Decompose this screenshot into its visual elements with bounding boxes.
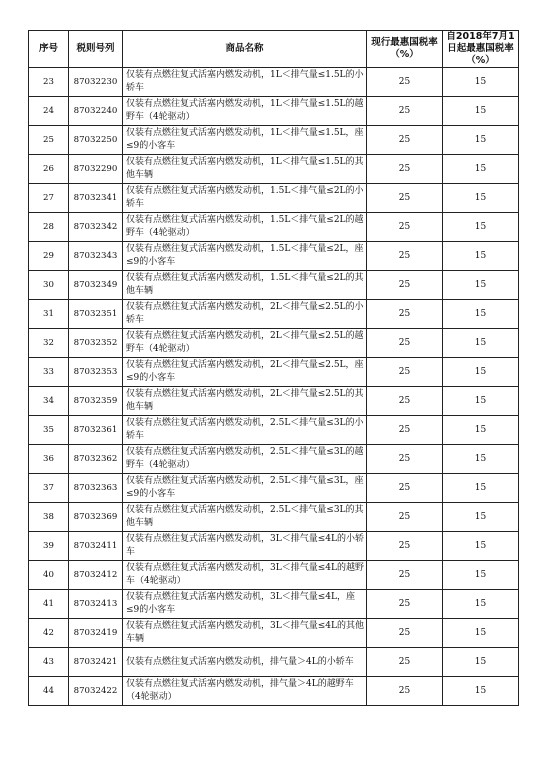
row-seq-cell: 24 (29, 97, 69, 126)
row-current-rate-cell: 25 (367, 271, 443, 300)
row-seq-cell: 38 (29, 503, 69, 532)
row-code-cell: 87032351 (69, 300, 123, 329)
row-name-cell: 仅装有点燃往复式活塞内燃发动机，1.5L＜排气量≤2L，座≤9的小客车 (123, 242, 367, 271)
row-code-cell: 87032343 (69, 242, 123, 271)
table-row (29, 619, 519, 648)
table-row (29, 213, 519, 242)
row-code-cell: 87032363 (69, 474, 123, 503)
row-current-rate-cell: 25 (367, 155, 443, 184)
row-name-cell: 仅装有点燃往复式活塞内燃发动机，1.5L＜排气量≤2L的其他车辆 (123, 271, 367, 300)
row-name-cell: 仅装有点燃往复式活塞内燃发动机，2L＜排气量≤2.5L，座≤9的小客车 (123, 358, 367, 387)
row-new-rate-cell: 15 (443, 300, 519, 329)
row-current-rate-cell: 25 (367, 503, 443, 532)
row-new-rate-cell: 15 (443, 590, 519, 619)
row-current-rate-cell: 25 (367, 416, 443, 445)
row-code-cell: 87032361 (69, 416, 123, 445)
row-name-cell: 仅装有点燃往复式活塞内燃发动机，3L＜排气量≤4L，座≤9的小客车 (123, 590, 367, 619)
table-row (29, 68, 519, 97)
row-seq-cell: 43 (29, 648, 69, 677)
row-seq-cell: 23 (29, 68, 69, 97)
row-current-rate-cell: 25 (367, 329, 443, 358)
row-current-rate-cell: 25 (367, 474, 443, 503)
row-seq-cell: 32 (29, 329, 69, 358)
row-seq-cell: 29 (29, 242, 69, 271)
row-current-rate-cell: 25 (367, 300, 443, 329)
table-header (29, 31, 519, 68)
row-code-cell: 87032419 (69, 619, 123, 648)
row-code-cell: 87032349 (69, 271, 123, 300)
row-seq-cell: 35 (29, 416, 69, 445)
table-row (29, 416, 519, 445)
row-seq-cell: 39 (29, 532, 69, 561)
row-current-rate-cell: 25 (367, 184, 443, 213)
header-name: 商品名称 (123, 31, 367, 68)
row-new-rate-cell: 15 (443, 242, 519, 271)
row-current-rate-cell: 25 (367, 387, 443, 416)
row-new-rate-cell: 15 (443, 213, 519, 242)
row-seq-cell: 40 (29, 561, 69, 590)
row-new-rate-cell: 15 (443, 416, 519, 445)
row-name-cell: 仅装有点燃往复式活塞内燃发动机，1.5L＜排气量≤2L的小轿车 (123, 184, 367, 213)
row-current-rate-cell: 25 (367, 619, 443, 648)
row-seq-cell: 33 (29, 358, 69, 387)
table-row (29, 503, 519, 532)
row-seq-cell: 42 (29, 619, 69, 648)
table-row (29, 474, 519, 503)
row-current-rate-cell: 25 (367, 213, 443, 242)
row-current-rate-cell: 25 (367, 445, 443, 474)
table-row (29, 532, 519, 561)
row-code-cell: 87032352 (69, 329, 123, 358)
row-code-cell: 87032412 (69, 561, 123, 590)
row-code-cell: 87032290 (69, 155, 123, 184)
row-name-cell: 仅装有点燃往复式活塞内燃发动机，1L＜排气量≤1.5L的其他车辆 (123, 155, 367, 184)
row-new-rate-cell: 15 (443, 271, 519, 300)
table-row (29, 561, 519, 590)
table-row (29, 155, 519, 184)
row-current-rate-cell: 25 (367, 126, 443, 155)
row-name-cell: 仅装有点燃往复式活塞内燃发动机，1L＜排气量≤1.5L的越野车（4轮驱动） (123, 97, 367, 126)
table-row (29, 126, 519, 155)
row-code-cell: 87032341 (69, 184, 123, 213)
row-current-rate-cell: 25 (367, 561, 443, 590)
row-current-rate-cell: 25 (367, 97, 443, 126)
row-name-cell: 仅装有点燃往复式活塞内燃发动机，1L＜排气量≤1.5L的小轿车 (123, 68, 367, 97)
row-name-cell: 仅装有点燃往复式活塞内燃发动机，1.5L＜排气量≤2L的越野车（4轮驱动） (123, 213, 367, 242)
table-row (29, 184, 519, 213)
row-seq-cell: 37 (29, 474, 69, 503)
row-code-cell: 87032359 (69, 387, 123, 416)
row-new-rate-cell: 15 (443, 358, 519, 387)
row-new-rate-cell: 15 (443, 126, 519, 155)
row-seq-cell: 27 (29, 184, 69, 213)
table-row (29, 358, 519, 387)
row-seq-cell: 30 (29, 271, 69, 300)
row-name-cell: 仅装有点燃往复式活塞内燃发动机，2L＜排气量≤2.5L的小轿车 (123, 300, 367, 329)
table-row (29, 271, 519, 300)
row-name-cell: 仅装有点燃往复式活塞内燃发动机，3L＜排气量≤4L的越野车（4轮驱动） (123, 561, 367, 590)
row-new-rate-cell: 15 (443, 561, 519, 590)
table-row (29, 445, 519, 474)
row-seq-cell: 28 (29, 213, 69, 242)
row-new-rate-cell: 15 (443, 155, 519, 184)
row-seq-cell: 44 (29, 677, 69, 706)
row-current-rate-cell: 25 (367, 68, 443, 97)
row-seq-cell: 34 (29, 387, 69, 416)
row-new-rate-cell: 15 (443, 329, 519, 358)
row-new-rate-cell: 15 (443, 68, 519, 97)
row-name-cell: 仅装有点燃往复式活塞内燃发动机，排气量＞4L的越野车（4轮驱动） (123, 677, 367, 706)
row-name-cell: 仅装有点燃往复式活塞内燃发动机，2.5L＜排气量≤3L，座≤9的小客车 (123, 474, 367, 503)
row-seq-cell: 25 (29, 126, 69, 155)
table-row (29, 677, 519, 706)
row-code-cell: 87032411 (69, 532, 123, 561)
row-current-rate-cell: 25 (367, 590, 443, 619)
table-row (29, 387, 519, 416)
row-code-cell: 87032413 (69, 590, 123, 619)
row-code-cell: 87032342 (69, 213, 123, 242)
header-row (29, 31, 519, 68)
row-code-cell: 87032362 (69, 445, 123, 474)
row-current-rate-cell: 25 (367, 358, 443, 387)
table-row (29, 329, 519, 358)
row-new-rate-cell: 15 (443, 387, 519, 416)
row-new-rate-cell: 15 (443, 532, 519, 561)
header-code: 税则号列 (69, 31, 123, 68)
table-row (29, 590, 519, 619)
row-new-rate-cell: 15 (443, 474, 519, 503)
row-new-rate-cell: 15 (443, 677, 519, 706)
table-row (29, 242, 519, 271)
row-code-cell: 87032230 (69, 68, 123, 97)
row-name-cell: 仅装有点燃往复式活塞内燃发动机，3L＜排气量≤4L的其他车辆 (123, 619, 367, 648)
table-row (29, 300, 519, 329)
header-seq: 序号 (29, 31, 69, 68)
row-code-cell: 87032369 (69, 503, 123, 532)
row-name-cell: 仅装有点燃往复式活塞内燃发动机，2L＜排气量≤2.5L的越野车（4轮驱动） (123, 329, 367, 358)
row-name-cell: 仅装有点燃往复式活塞内燃发动机，2.5L＜排气量≤3L的小轿车 (123, 416, 367, 445)
row-code-cell: 87032250 (69, 126, 123, 155)
row-current-rate-cell: 25 (367, 242, 443, 271)
row-name-cell: 仅装有点燃往复式活塞内燃发动机，排气量＞4L的小轿车 (123, 648, 367, 677)
row-new-rate-cell: 15 (443, 619, 519, 648)
row-current-rate-cell: 25 (367, 648, 443, 677)
table-body (29, 68, 519, 706)
row-name-cell: 仅装有点燃往复式活塞内燃发动机，2.5L＜排气量≤3L的越野车（4轮驱动） (123, 445, 367, 474)
row-new-rate-cell: 15 (443, 503, 519, 532)
row-name-cell: 仅装有点燃往复式活塞内燃发动机，2.5L＜排气量≤3L的其他车辆 (123, 503, 367, 532)
header-new-rate: 自2018年7月1日起最惠国税率（%） (443, 31, 519, 68)
row-current-rate-cell: 25 (367, 532, 443, 561)
row-code-cell: 87032240 (69, 97, 123, 126)
row-name-cell: 仅装有点燃往复式活塞内燃发动机，2L＜排气量≤2.5L的其他车辆 (123, 387, 367, 416)
tariff-table (28, 30, 519, 706)
row-new-rate-cell: 15 (443, 445, 519, 474)
row-current-rate-cell: 25 (367, 677, 443, 706)
table-row (29, 97, 519, 126)
row-name-cell: 仅装有点燃往复式活塞内燃发动机，3L＜排气量≤4L的小轿车 (123, 532, 367, 561)
row-seq-cell: 36 (29, 445, 69, 474)
row-name-cell: 仅装有点燃往复式活塞内燃发动机，1L＜排气量≤1.5L，座≤9的小客车 (123, 126, 367, 155)
row-new-rate-cell: 15 (443, 97, 519, 126)
row-seq-cell: 26 (29, 155, 69, 184)
row-code-cell: 87032353 (69, 358, 123, 387)
row-code-cell: 87032421 (69, 648, 123, 677)
table-row (29, 648, 519, 677)
row-seq-cell: 41 (29, 590, 69, 619)
row-seq-cell: 31 (29, 300, 69, 329)
row-new-rate-cell: 15 (443, 184, 519, 213)
row-code-cell: 87032422 (69, 677, 123, 706)
header-current-rate: 现行最惠国税率（%） (367, 31, 443, 68)
row-new-rate-cell: 15 (443, 648, 519, 677)
